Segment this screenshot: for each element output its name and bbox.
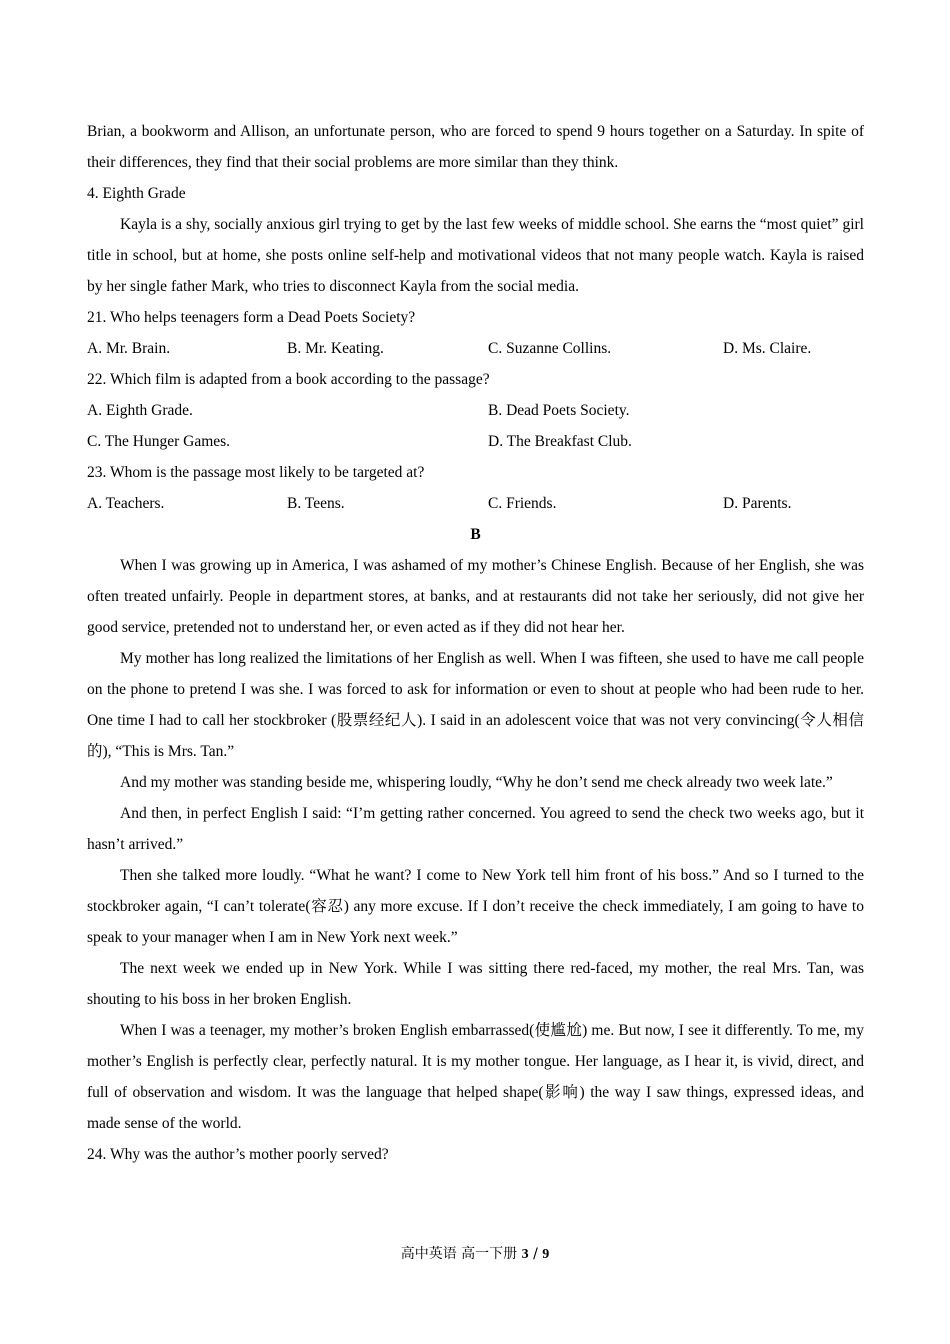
option-c[interactable]: C. Friends. <box>488 495 557 512</box>
film-description: Kayla is a shy, socially anxious girl trying to get by the last few weeks of middle school. She earns the “most quiet” girl title in school, but at home, she posts online self-help and motivational videos that not many people watch. Kayla is raised by her single father Mark, who tries to disconnect Kayla from the social media. <box>87 216 864 295</box>
film-title: 4. Eighth Grade <box>87 185 186 202</box>
footer-label: 高中英语 高一下册 <box>400 1246 518 1262</box>
passage-paragraph-2: My mother has long realized the limitations of her English as well. When I was fifteen, she used to have me call people on the phone to pretend I was she. I was forced to ask for information or even to shout at people who had been rude to her. One time I had to call her stockbroker (股票经纪人). I said in an adolescent voice that was not very convincing(令人相信的), “This is Mrs. Tan.” <box>87 650 864 760</box>
option-a[interactable]: A. Mr. Brain. <box>87 340 171 357</box>
passage-paragraph-1: When I was growing up in America, I was ashamed of my mother’s Chinese English. Because of her English, she was often treated unfairly. People in department stores, at banks, and at restaurants did not take her seriously, did not give her good service, pretended not to understand her, or even acted as if they did not hear her. <box>87 557 864 636</box>
option-d[interactable]: D. The Breakfast Club. <box>488 433 632 450</box>
page-number: 3 <box>521 1247 529 1262</box>
question-21-options <box>87 333 864 364</box>
option-d[interactable]: D. Parents. <box>723 495 792 512</box>
option-a[interactable]: A. Teachers. <box>87 495 165 512</box>
top-paragraph: Brian, a bookworm and Allison, an unfortunate person, who are forced to spend 9 hours together on a Saturday. In spite of their differences, they find that their social problems are more similar than they think. <box>87 123 864 171</box>
question-21: 21. Who helps teenagers form a Dead Poets Society? <box>87 309 416 326</box>
option-b[interactable]: B. Mr. Keating. <box>287 340 384 357</box>
option-b[interactable]: B. Teens. <box>287 495 345 512</box>
page-content <box>87 116 864 1170</box>
option-b[interactable]: B. Dead Poets Society. <box>488 402 630 419</box>
question-22-options-row2 <box>87 426 864 457</box>
page-separator: / <box>533 1246 538 1262</box>
passage-paragraph-7: When I was a teenager, my mother’s broken English embarrassed(使尴尬) me. But now, I see it differently. To me, my mother’s English is perfectly clear, perfectly natural. It is my mother tongue. Her language, as I hear it, is vivid, direct, and full of observation and wisdom. It was the language that helped shape(影响) the way I saw things, expressed ideas, and made sense of the world. <box>87 1022 864 1132</box>
option-c[interactable]: C. The Hunger Games. <box>87 433 231 450</box>
option-c[interactable]: C. Suzanne Collins. <box>488 340 612 357</box>
passage-paragraph-5: Then she talked more loudly. “What he want? I come to New York tell him front of his boss.” And so I turned to the stockbroker again, “I can’t tolerate(容忍) any more excuse. If I don’t receive the check immediately, I am going to have to speak to your manager when I am in New York next week.” <box>87 867 864 946</box>
question-24: 24. Why was the author’s mother poorly served? <box>87 1146 389 1163</box>
question-23: 23. Whom is the passage most likely to be targeted at? <box>87 464 425 481</box>
passage-paragraph-4: And then, in perfect English I said: “I’m getting rather concerned. You agreed to send the check two weeks ago, but it hasn’t arrived.” <box>87 805 864 853</box>
question-23-options <box>87 488 864 519</box>
page-footer <box>0 1243 950 1263</box>
option-d[interactable]: D. Ms. Claire. <box>723 340 812 357</box>
passage-paragraph-3: And my mother was standing beside me, whispering loudly, “Why he don’t send me check already two week late.” <box>120 774 833 791</box>
option-a[interactable]: A. Eighth Grade. <box>87 402 193 419</box>
page-total: 9 <box>542 1247 550 1262</box>
section-b-title: B <box>470 526 481 543</box>
question-22: 22. Which film is adapted from a book according to the passage? <box>87 371 490 388</box>
passage-paragraph-6: The next week we ended up in New York. While I was sitting there red-faced, my mother, the real Mrs. Tan, was shouting to his boss in her broken English. <box>87 960 864 1008</box>
question-22-options-row1 <box>87 395 864 426</box>
